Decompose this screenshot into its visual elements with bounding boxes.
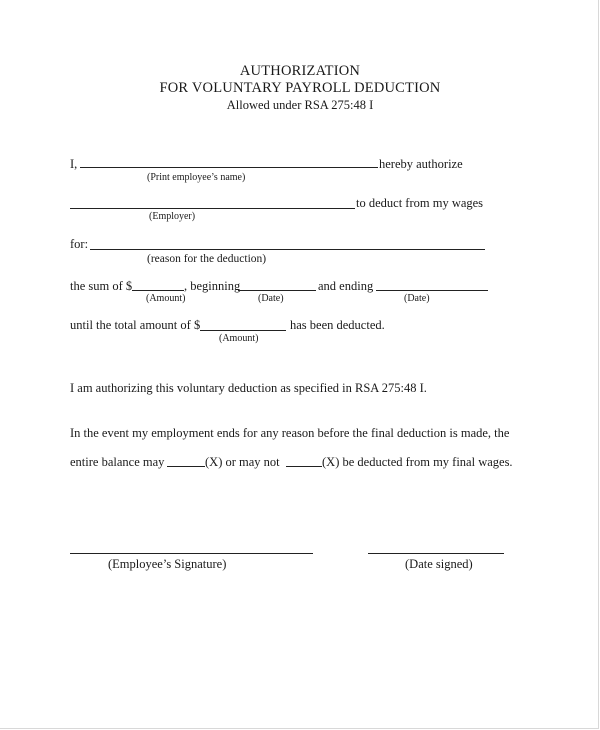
employee-suffix: hereby authorize bbox=[379, 157, 463, 171]
sum-amount-caption: (Amount) bbox=[146, 293, 186, 304]
final-balance-tail: (X) be deducted from my final wages. bbox=[322, 455, 513, 469]
end-date-caption: (Date) bbox=[404, 293, 430, 304]
employee-signature-caption: (Employee’s Signature) bbox=[108, 557, 227, 571]
total-suffix: has been deducted. bbox=[290, 318, 385, 332]
employee-name-caption: (Print employee’s name) bbox=[147, 172, 246, 183]
may-deduct-field[interactable] bbox=[167, 466, 205, 467]
final-balance-line1: In the event my employment ends for any reason before the final deduction is made, the bbox=[70, 426, 510, 440]
begin-date-caption: (Date) bbox=[258, 293, 284, 304]
begin-date-field[interactable] bbox=[238, 290, 316, 291]
reason-caption: (reason for the deduction) bbox=[147, 253, 267, 265]
final-balance-maynot-label: (X) or may not bbox=[205, 455, 280, 469]
title-payroll-deduction: FOR VOLUNTARY PAYROLL DEDUCTION bbox=[159, 80, 441, 96]
total-amount-caption: (Amount) bbox=[219, 333, 259, 344]
employee-signature-field[interactable] bbox=[70, 553, 313, 554]
employer-suffix: to deduct from my wages bbox=[356, 196, 484, 210]
title-authorization: AUTHORIZATION bbox=[239, 63, 361, 79]
sum-beginning-label: , beginning bbox=[184, 279, 241, 293]
employer-field[interactable] bbox=[70, 208, 355, 209]
final-balance-may-label: entire balance may bbox=[70, 455, 165, 469]
date-signed-field[interactable] bbox=[368, 553, 504, 554]
employee-name-field[interactable] bbox=[80, 167, 378, 168]
form-title bbox=[0, 63, 600, 113]
sum-ending-label: and ending bbox=[318, 279, 374, 293]
total-amount-field[interactable] bbox=[200, 330, 286, 331]
employer-caption: (Employer) bbox=[149, 211, 196, 222]
employee-prefix: I, bbox=[70, 157, 78, 171]
date-signed-caption: (Date signed) bbox=[405, 557, 473, 571]
end-date-field[interactable] bbox=[376, 290, 488, 291]
may-not-deduct-field[interactable] bbox=[286, 466, 322, 467]
total-prefix: until the total amount of $ bbox=[70, 318, 201, 332]
sum-amount-field[interactable] bbox=[132, 290, 184, 291]
authorization-statement: I am authorizing this voluntary deduction as specified in RSA 275:48 I. bbox=[70, 381, 427, 395]
title-statute: Allowed under RSA 275:48 I bbox=[226, 98, 374, 112]
reason-field[interactable] bbox=[90, 249, 485, 250]
reason-prefix: for: bbox=[70, 237, 89, 251]
sum-prefix: the sum of $ bbox=[70, 279, 133, 293]
